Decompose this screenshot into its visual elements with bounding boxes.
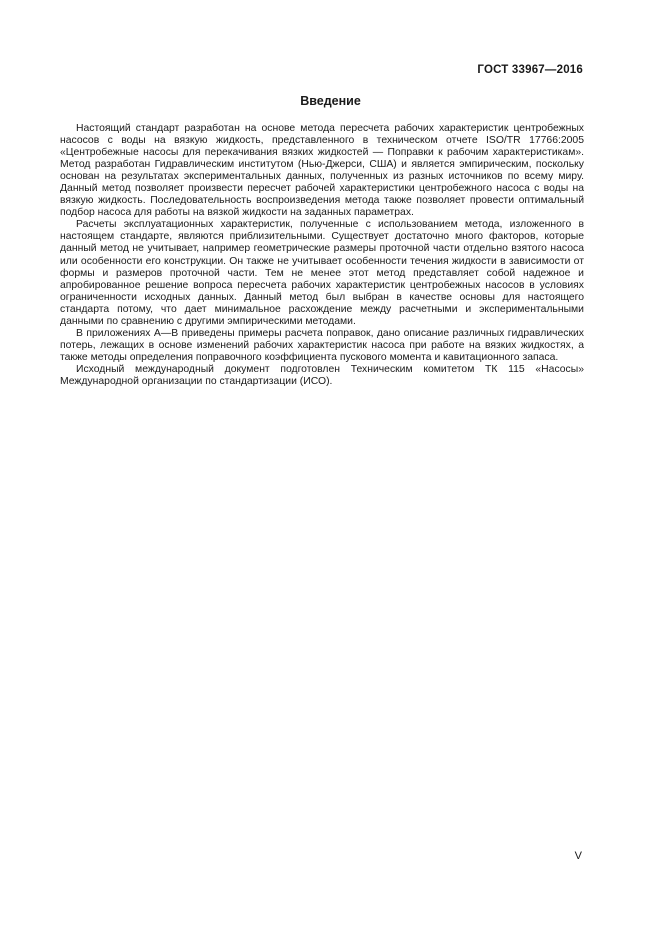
paragraph: Настоящий стандарт разработан на основе метода пересчета рабочих характеристик центробежных насосов с воды на вязкую жидкость, представленного в техническом отчете ISO/TR 17766:2005 «Центробежные насосы для перекачивания вязких жидкостей — Поправки к рабочим характеристикам». Метод разработан Гидравлическим институтом (Нью-Джерси, США) и является эмпирическим, поскольку основан на результатах экспериментальных данных, полученных из разных источников по всему миру. Данный метод позволяет произвести пересчет рабочей характеристики центробежного насоса с воды на вязкую жидкость. Последовательность воспроизведения метода также позволяет провести оптимальный подбор насоса для работы на вязкой жидкости на заданных параметрах. — [60, 123, 584, 219]
section-title: Введение — [300, 94, 361, 108]
body-text — [60, 123, 584, 388]
paragraph: Расчеты эксплуатационных характеристик, полученные с использованием метода, изложенного в настоящем стандарте, являются приблизительными. Существует достаточно много факторов, которые данный метод не учитывает, например геометрические размеры проточной части отдельно взятого насоса или особенности его конструкции. Он также не учитывает особенности течения жидкости в зависимости от формы и размеров проточной части. Тем не менее этот метод представляет собой надежное и апробированное решение вопроса пересчета рабочих характеристик центробежных насосов в условиях ограниченности исходных данных. Данный метод был выбран в качестве основы для настоящего стандарта потому, что дает минимальное расхождение между расчетными и экспериментальными данными по сравнению с другими эмпирическими методами. — [60, 219, 584, 327]
page-number: V — [574, 850, 582, 862]
paragraph: В приложениях А—В приведены примеры расчета поправок, дано описание различных гидравлических потерь, лежащих в основе изменений рабочих характеристик насоса при работе на вязких жидкостях, а также методы определения поправочного коэффициента пускового момента и кавитационного запаса. — [60, 327, 584, 363]
document-code: ГОСТ 33967—2016 — [477, 64, 583, 76]
paragraph: Исходный международный документ подготовлен Техническим комитетом ТК 115 «Насосы» Международной организации по стандартизации (ИСО). — [60, 363, 584, 387]
